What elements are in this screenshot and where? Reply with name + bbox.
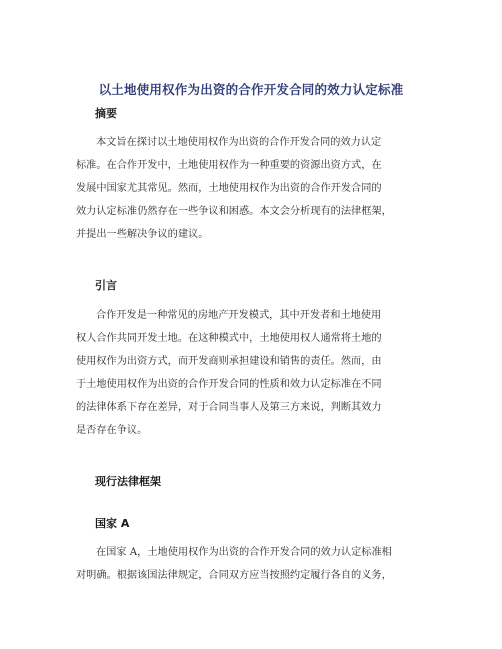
abstract-line: 发展中国家尤其常见。然而，土地使用权作为出资的合作开发合同的 bbox=[76, 183, 382, 194]
intro-line: 权人合作共同开发土地。在这种模式中，土地使用权人通常将土地的 bbox=[76, 333, 382, 344]
document-title: 以土地使用权作为出资的合作开发合同的效力认定标准 bbox=[98, 82, 404, 97]
abstract-heading: 摘要 bbox=[95, 107, 117, 120]
abstract-line: 并提出一些解决争议的建议。 bbox=[76, 229, 209, 240]
country-a-line: 对明确。根据该国法律规定，合同双方应当按照约定履行各自的义务， bbox=[76, 570, 392, 581]
intro-line: 合作开发是一种常见的房地产开发模式，其中开发者和土地使用 bbox=[96, 310, 382, 321]
country-a-line: 在国家 A，土地使用权作为出资的合作开发合同的效力认定标准相 bbox=[96, 547, 392, 558]
intro-heading: 引言 bbox=[95, 279, 117, 292]
framework-heading: 现行法律框架 bbox=[95, 475, 161, 488]
abstract-line: 效力认定标准仍然存在一些争议和困惑。本文会分析现有的法律框架， bbox=[76, 206, 392, 217]
abstract-line: 标准。在合作开发中，土地使用权作为一种重要的资源出资方式，在 bbox=[76, 160, 382, 171]
abstract-line: 本文旨在探讨以土地使用权作为出资的合作开发合同的效力认定 bbox=[96, 137, 382, 148]
intro-line: 是否存在争议。 bbox=[76, 425, 148, 436]
intro-line: 于土地使用权作为出资的合作开发合同的性质和效力认定标准在不同 bbox=[76, 379, 382, 390]
country-a-heading: 国家 A bbox=[95, 517, 130, 530]
intro-line: 的法律体系下存在差异，对于合同当事人及第三方来说，判断其效力 bbox=[76, 402, 382, 413]
intro-line: 使用权作为出资方式，而开发商则承担建设和销售的责任。然而，由 bbox=[76, 356, 382, 367]
